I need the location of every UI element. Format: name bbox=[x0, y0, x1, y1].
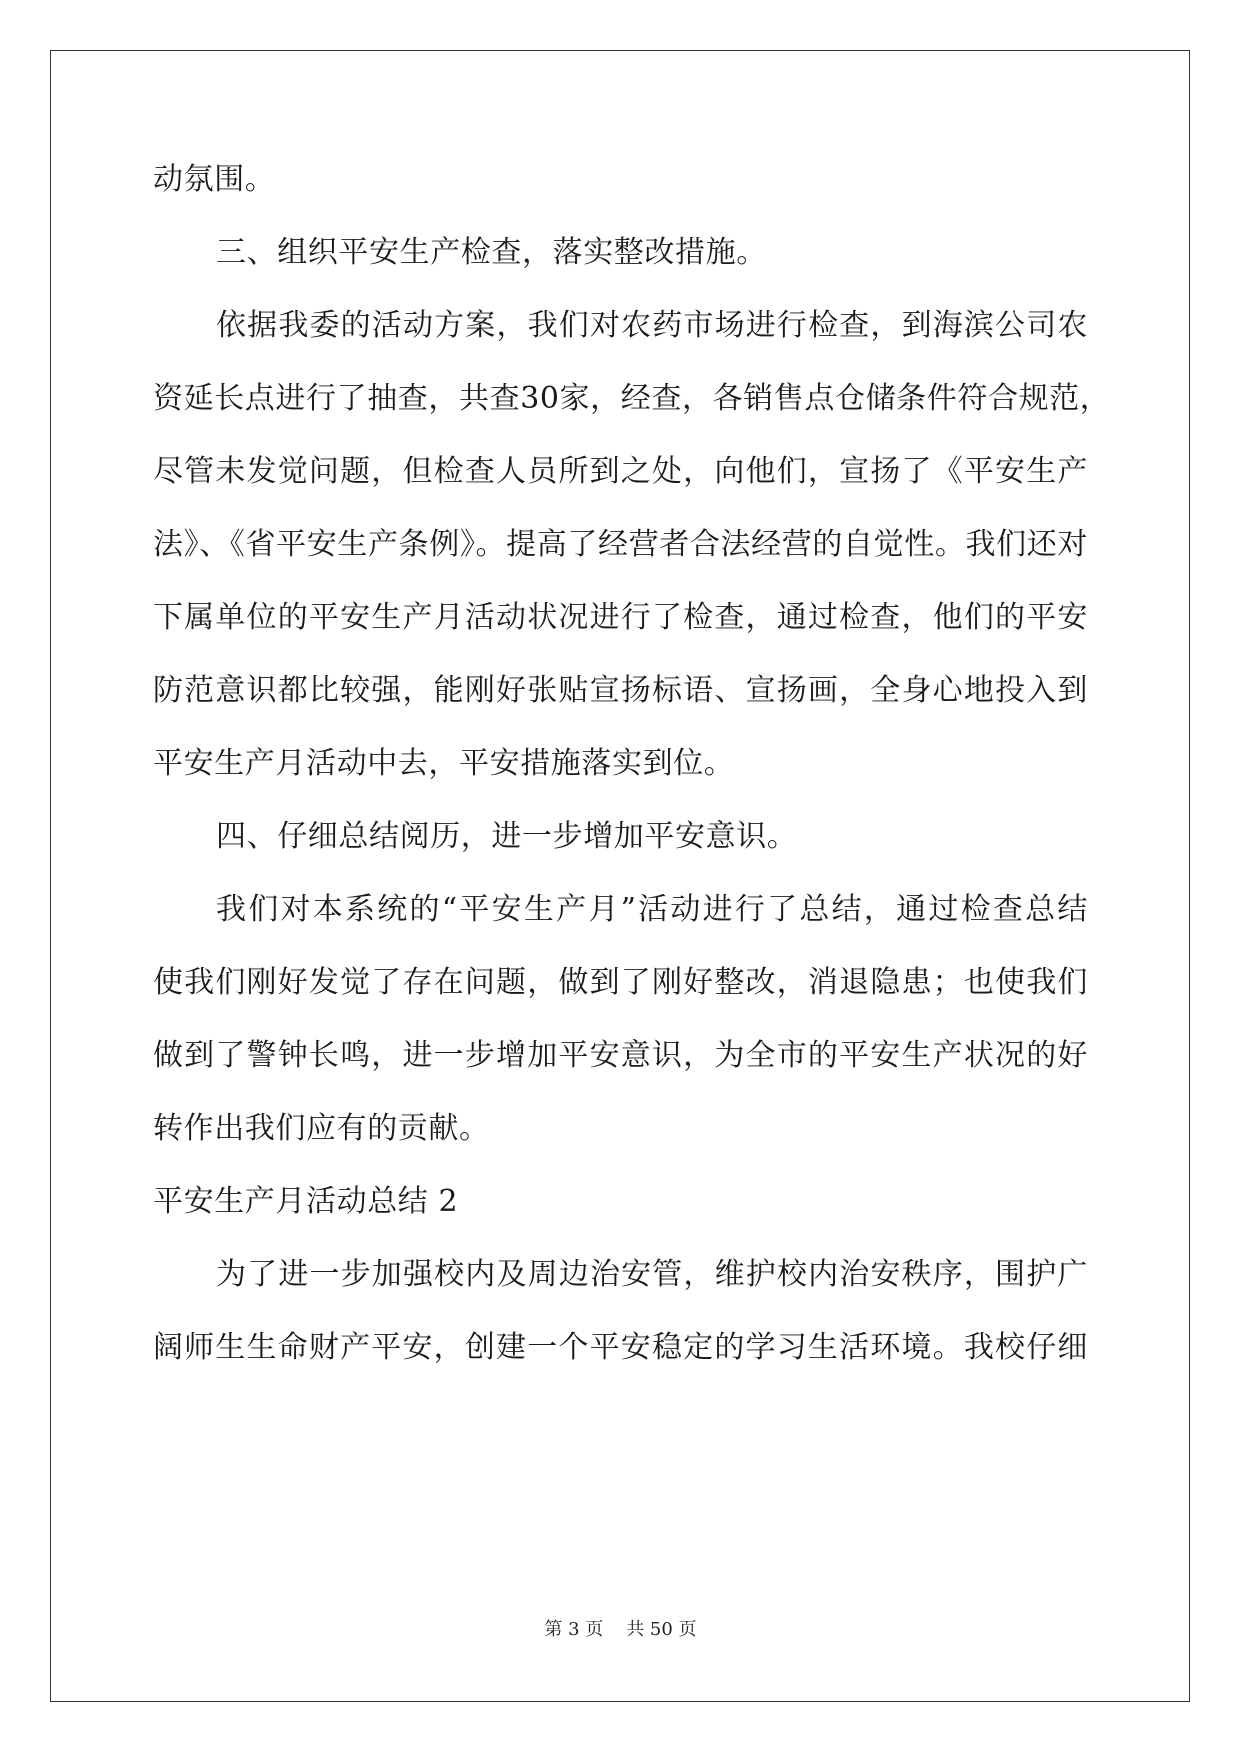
text-line: 平安生产月活动中去，平安措施落实到位。 bbox=[153, 746, 735, 781]
text-line: 法》、《省平安生产条例》。提高了经营者合法经营的自觉性。我们还对 bbox=[153, 527, 1088, 562]
text-line: 使我们刚好发觉了存在问题，做到了刚好整改，消退隐患；也使我们 bbox=[153, 965, 1088, 1000]
text-line: 资延长点进行了抽查，共查30家，经查，各销售点仓储条件符合规范， bbox=[153, 381, 1111, 416]
text-line: 为了进一步加强校内及周边治安管，维护校内治安秩序，围护广 bbox=[216, 1257, 1088, 1292]
text-line: 防范意识都比较强，能刚好张贴宣扬标语、宣扬画，全身心地投入到 bbox=[153, 673, 1088, 708]
article-title: 平安生产月活动总结 2 bbox=[153, 1184, 459, 1219]
text-line: 动氛围。 bbox=[153, 162, 276, 197]
page-number: 第 3 页 共 50 页 bbox=[544, 1619, 697, 1640]
text-line: 阔师生生命财产平安，创建一个平安稳定的学习生活环境。我校仔细 bbox=[153, 1330, 1088, 1365]
page-border bbox=[50, 50, 1190, 1702]
text-line: 下属单位的平安生产月活动状况进行了检查，通过检查，他们的平安 bbox=[153, 600, 1088, 635]
section-heading: 三、组织平安生产检查，落实整改措施。 bbox=[216, 235, 767, 270]
page-footer bbox=[0, 1618, 1241, 1642]
text-line: 尽管未发觉问题，但检查人员所到之处，向他们，宣扬了《平安生产 bbox=[153, 454, 1088, 489]
section-heading: 四、仔细总结阅历，进一步增加平安意识。 bbox=[216, 819, 798, 854]
text-line: 转作出我们应有的贡献。 bbox=[153, 1111, 490, 1146]
text-line: 我们对本系统的“平安生产月”活动进行了总结，通过检查总结 bbox=[216, 892, 1088, 927]
text-line: 依据我委的活动方案，我们对农药市场进行检查，到海滨公司农 bbox=[216, 308, 1088, 343]
text-line: 做到了警钟长鸣，进一步增加平安意识，为全市的平安生产状况的好 bbox=[153, 1038, 1088, 1073]
